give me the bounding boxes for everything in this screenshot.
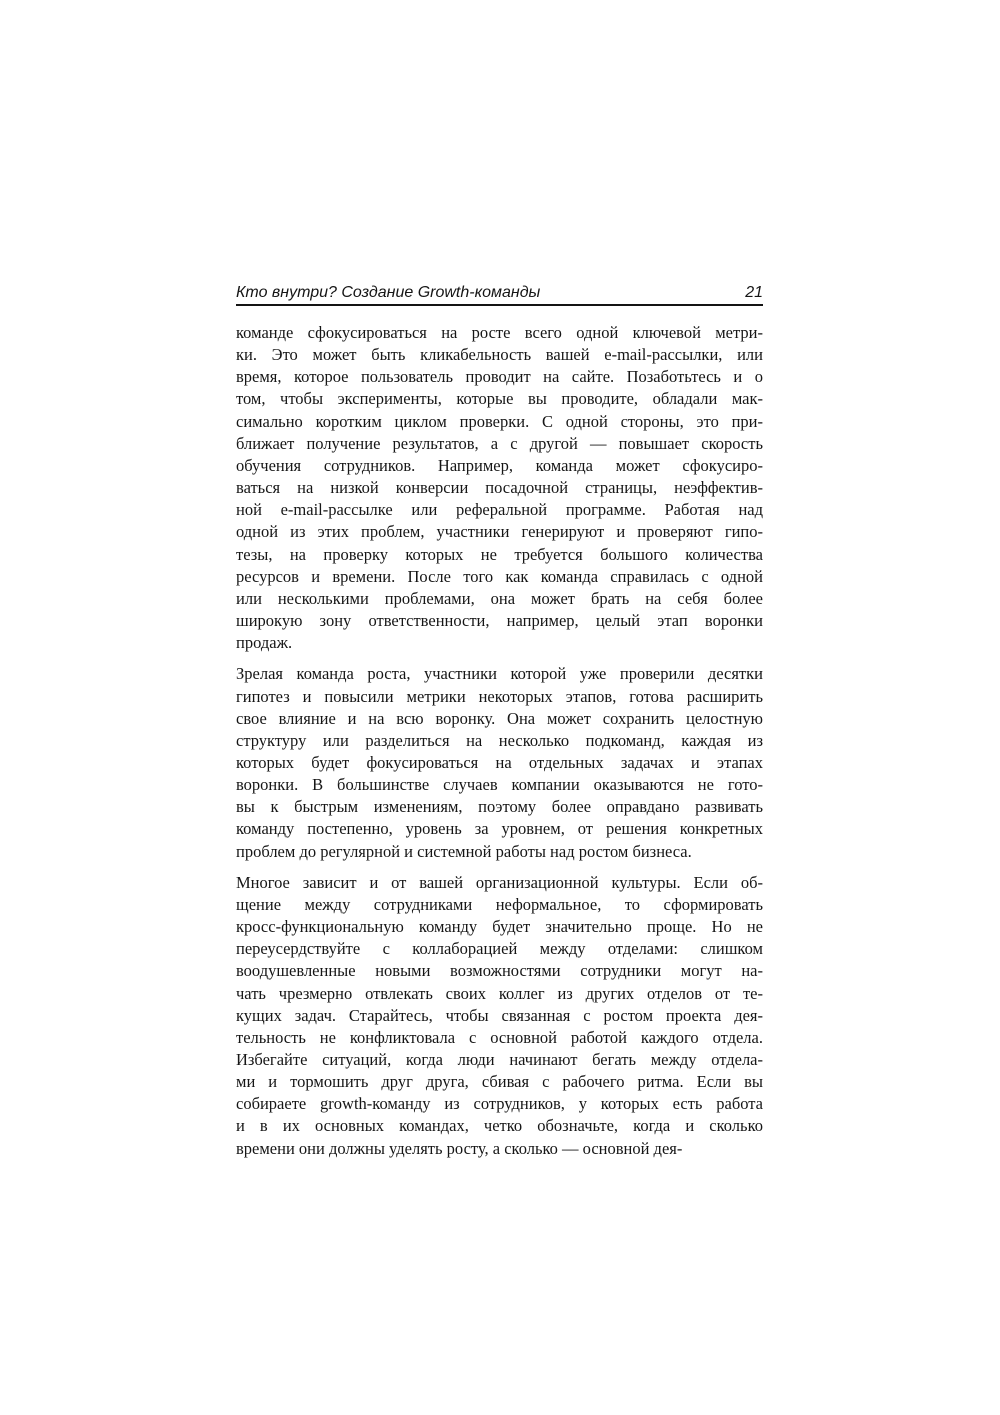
text-line: ваться на низкой конверсии посадочной страницы, неэффектив-: [236, 478, 763, 498]
text-line: кущих задач. Старайтесь, чтобы связанная с ростом проекта дея-: [236, 1005, 763, 1025]
text-line: Избегайте ситуаций, когда люди начинают бегать между отдела-: [236, 1050, 763, 1069]
paragraph: [236, 322, 763, 654]
text-line: тезы, на проверку которых не требуется большого количества: [236, 544, 763, 564]
text-line: и в их основных командах, четко обозначьте, когда и сколько: [236, 1116, 763, 1136]
text-line: вы к быстрым изменениям, поэтому более оправдано развивать: [236, 797, 763, 817]
text-line: чать чрезмерно отвлекать своих коллег из других отделов от те-: [236, 983, 763, 1003]
text-line: Зрелая команда роста, участники которой уже проверили десятки: [236, 664, 763, 684]
paragraph: [236, 872, 763, 1160]
page-number: 21: [745, 284, 763, 301]
text-line: широкую зону ответственности, например, целый этап воронки: [236, 611, 763, 631]
text-line: времени они должны уделять росту, а сколько — основной дея-: [236, 1138, 683, 1158]
text-line: проблем до регулярной и системной работы над ростом бизнеса.: [236, 841, 692, 861]
text-line: том, чтобы эксперименты, которые вы проводите, обладали мак-: [236, 389, 763, 409]
text-line: кросс-функциональную команду будет значительно проще. Но не: [236, 917, 763, 937]
header-rule-divider: [236, 304, 763, 306]
text-line: гипотез и повысили метрики некоторых этапов, готова расширить: [236, 686, 763, 706]
text-line: время, которое пользователь проводит на сайте. Позаботьтесь и о: [236, 367, 763, 387]
text-line: ресурсов и времени. После того как команда справилась с одной: [236, 566, 763, 586]
text-line: обучения сотрудников. Например, команда может сфокусиро-: [236, 455, 763, 475]
page-header: [236, 283, 763, 303]
text-line: продаж.: [236, 633, 293, 653]
text-line: Многое зависит и от вашей организационной культуры. Если об-: [236, 872, 763, 892]
text-line: тельность не конфликтовала с основной работой каждого отдела.: [236, 1027, 763, 1047]
text-line: ми и тормошить друг друга, сбивая с рабочего ритма. Если вы: [236, 1072, 763, 1092]
text-line: ной e-mail-рассылке или реферальной программе. Работая над: [236, 500, 763, 520]
text-line: симально коротким циклом проверки. С одной стороны, это при-: [236, 411, 763, 431]
running-head-title: Кто внутри? Создание Growth-команды: [236, 284, 541, 301]
text-line: которых будет фокусироваться на отдельных задачах и этапах: [236, 752, 763, 772]
text-line: или несколькими проблемами, она может брать на себя более: [236, 588, 763, 608]
text-line: структуру или разделиться на несколько подкоманд, каждая из: [236, 730, 763, 750]
text-line: команде сфокусироваться на росте всего одной ключевой метри-: [236, 323, 763, 342]
paragraph: [236, 663, 763, 862]
text-line: воронки. В большинстве случаев компании оказываются не гото-: [236, 775, 763, 795]
text-line: команду постепенно, уровень за уровнем, от решения конкретных: [236, 819, 763, 839]
text-line: щение между сотрудниками неформальное, то сформировать: [236, 894, 763, 914]
text-line: ближает получение результатов, а с другой — повышает скорость: [236, 433, 763, 453]
text-line: собираете growth-команду из сотрудников, у которых есть работа: [236, 1094, 763, 1114]
text-line: переусердствуйте с коллаборацией между отделами: слишком: [236, 939, 763, 959]
page-body: [236, 322, 763, 1160]
text-line: свое влияние и на всю воронку. Она может сохранить целостную: [236, 708, 763, 728]
text-line: воодушевленные новыми возможностями сотрудники могут на-: [236, 961, 763, 981]
text-line: ки. Это может быть кликабельность вашей e-mail-рассылки, или: [236, 345, 763, 365]
text-line: одной из этих проблем, участники генерируют и проверяют гипо-: [236, 522, 763, 542]
